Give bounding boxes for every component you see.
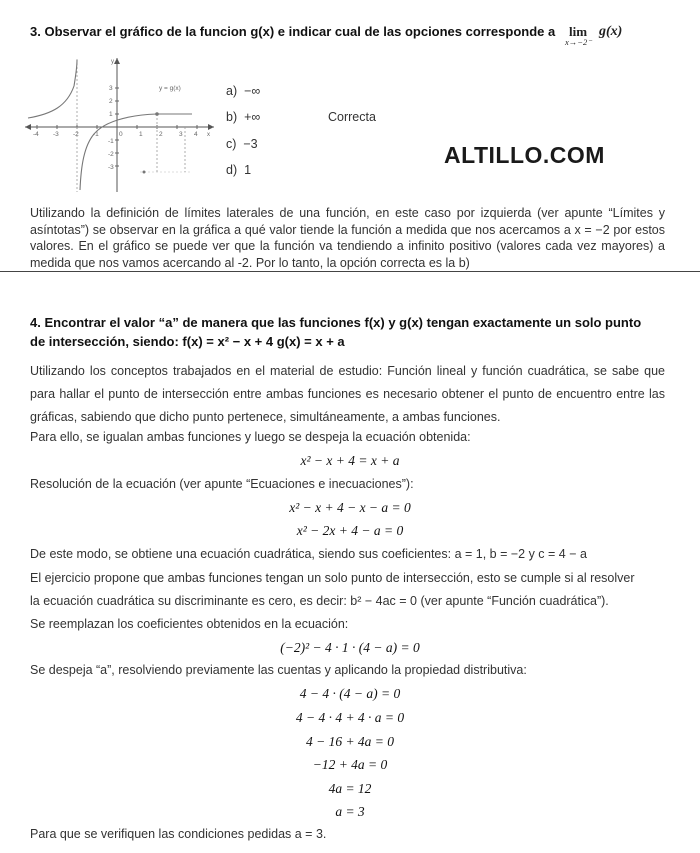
option-value: +∞ (244, 110, 261, 124)
option-d (226, 163, 251, 177)
x-tick: 2 (159, 131, 163, 138)
x-axis-arrow-left-icon (25, 124, 31, 130)
option-letter: c) (226, 137, 237, 151)
equation-1: x² − x + 4 = x + a (300, 453, 400, 468)
q3-explanation: Utilizando la definición de límites laterales de una función, en este caso por izquierda (ver apunte “Límites y asíntotas”) se observar en la gráfica a qué valor tiende la función a medida que nos acercamos a x = −2 por estos valores. En el gráfico se puede ver que la función va tendiendo a infinito positivo (valores cada vez mayores) a medida que nos vamos acercando al -2. Por lo tanto, la opción correcta es la b) (30, 206, 665, 270)
option-value: −3 (243, 137, 258, 151)
y-tick: 3 (109, 85, 113, 92)
lim-subscript: x→−2⁻ (565, 37, 592, 47)
q4-step3: De este modo, se obtiene una ecuación cuadrática, siendo sus coeficientes: a = 1, b = −2 y c = 4 − a (30, 547, 587, 561)
option-letter: b) (226, 110, 238, 124)
limit-expression (565, 20, 635, 48)
q4-step6: Se despeja “a”, resolviendo previamente las cuentas y aplicando la propiedad distributiva: (30, 663, 527, 677)
equation-5: 4 − 4 · (4 − a) = 0 (299, 686, 401, 701)
equation-2: x² − x + 4 − x − a = 0 (289, 500, 411, 515)
y-axis-letter: y (111, 59, 114, 65)
q4-intro: Utilizando los conceptos trabajados en el material de estudio: Función lineal y función cuadrática, se sabe que para hallar el punto de intersección entre ambas funciones es necesario obtener el punto de encuentro entre las gráficas, sabiendo que dicho punto pertenece, simultáneamente, a ambas funciones. (30, 364, 665, 424)
option-letter: a) (226, 84, 238, 98)
equation-9: 4a = 12 (328, 781, 372, 796)
equation-8: −12 + 4a = 0 (312, 757, 388, 772)
graph-branch-middle (80, 114, 157, 190)
q3-title: 3. Observar el gráfico de la funcion g(x) e indicar cual de las opciones corresponde a (30, 24, 556, 39)
equation-4: (−2)² − 4 · 1 · (4 − a) = 0 (280, 640, 420, 655)
equation-3: x² − 2x + 4 − a = 0 (296, 523, 404, 538)
graph-point (143, 171, 146, 174)
y-tick: -1 (108, 138, 114, 145)
x-tick: 0 (119, 131, 123, 138)
y-tick: 1 (109, 111, 113, 118)
y-axis-arrow-icon (114, 58, 120, 64)
option-a (226, 84, 260, 98)
x-tick: -4 (33, 131, 39, 138)
function-label: y = g(x) (159, 85, 181, 92)
y-tick: -3 (108, 164, 114, 171)
equation-7: 4 − 16 + 4a = 0 (305, 734, 395, 749)
x-tick: -1 (93, 131, 99, 138)
q4-title-line2: de intersección, siendo: f(x) = x² − x + 4 g(x) = x + a (30, 334, 345, 349)
q4-conclusion: Para que se verifiquen las condiciones pedidas a = 3. (30, 827, 327, 841)
lim-word: lim (569, 24, 588, 39)
q4-step1: Para ello, se igualan ambas funciones y luego se despeja la ecuación obtenida: (30, 430, 471, 444)
x-axis-arrow-icon (208, 124, 214, 130)
equation-10: a = 3 (335, 804, 365, 819)
x-tick: -2 (73, 131, 79, 138)
x-axis-letter: x (207, 132, 210, 138)
q4-title-line1: 4. Encontrar el valor “a” de manera que las funciones f(x) y g(x) tengan exactamente un solo punto (30, 315, 642, 330)
option-c (226, 137, 258, 151)
option-letter: d) (226, 163, 238, 177)
graph-branch-left (28, 60, 77, 118)
x-tick: 4 (194, 131, 198, 138)
correct-label: Correcta (328, 110, 376, 124)
option-b (226, 110, 260, 124)
y-tick: -2 (108, 151, 114, 158)
q4-step4a: El ejercicio propone que ambas funciones tengan un solo punto de intersección, esto se cumple si al resolver (30, 571, 635, 585)
q4-step2: Resolución de la ecuación (ver apunte “Ecuaciones e inecuaciones”): (30, 477, 414, 491)
x-tick: 3 (179, 131, 183, 138)
q4-step5: Se reemplazan los coeficientes obtenidos en la ecuación: (30, 617, 349, 631)
lim-function: g(x) (599, 24, 623, 39)
function-graph (22, 56, 217, 196)
x-tick: -3 (53, 131, 59, 138)
graph-point (155, 112, 159, 116)
section-divider (0, 271, 700, 272)
watermark: ALTILLO.COM (444, 142, 605, 168)
equation-6: 4 − 4 · 4 + 4 · a = 0 (295, 710, 405, 725)
option-value: −∞ (244, 84, 261, 98)
option-value: 1 (244, 163, 252, 177)
x-tick: 1 (139, 131, 143, 138)
y-tick: 2 (109, 98, 113, 105)
q4-step4b: la ecuación cuadrática su discriminante es cero, es decir: b² − 4ac = 0 (ver apunte “Función cuadrática”). (30, 594, 609, 608)
